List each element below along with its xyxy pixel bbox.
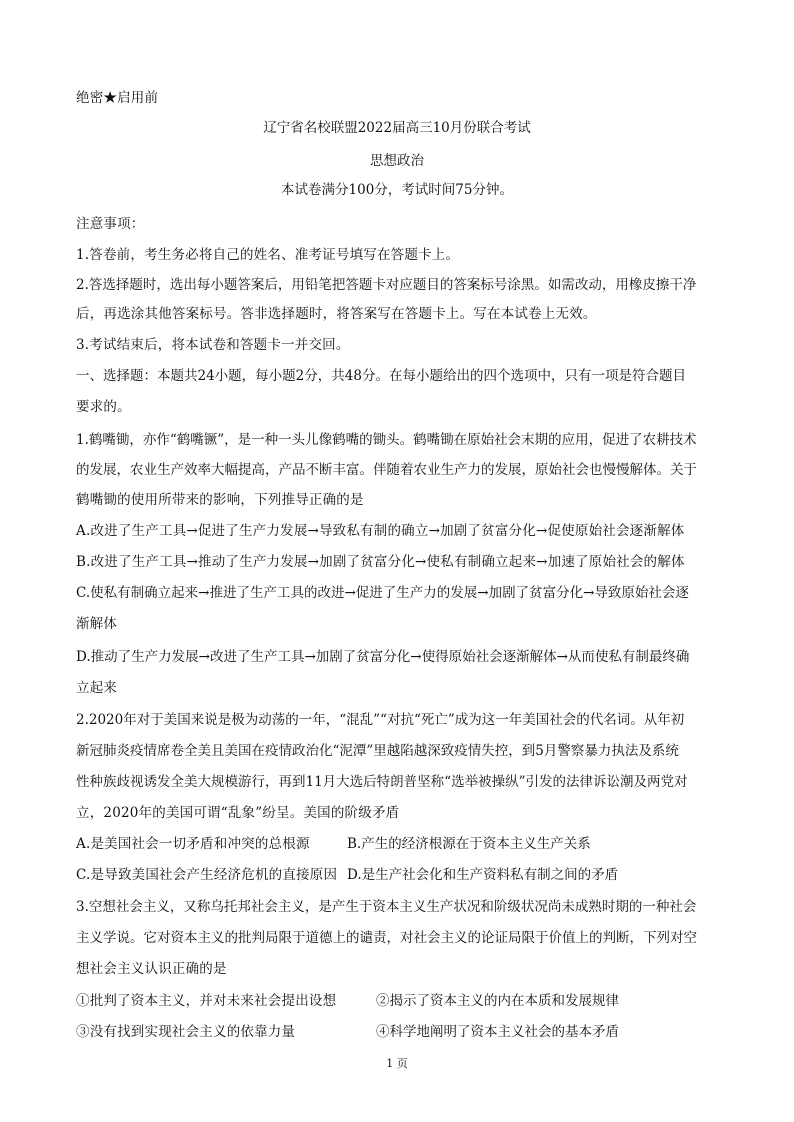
section-intro-line-2: 要求的。 bbox=[76, 399, 131, 415]
notice-item-2-line-2: 后，再选涂其他答案标号。答非选择题时，将答案写在答题卡上。写在本试卷上无效。 bbox=[76, 306, 597, 322]
q2-option-b: B.产生的经济根源在于资本主义生产关系 bbox=[347, 836, 591, 852]
q2-option-d: D.是生产社会化和生产资料私有制之间的矛盾 bbox=[347, 867, 619, 883]
notice-item-2-line-1: 2.答选择题时，选出每小题答案后，用铅笔把答题卡对应题目的答案标号涂黑。如需改动，用橡皮擦干净 bbox=[76, 277, 697, 293]
subject-title: 思想政治 bbox=[370, 153, 424, 169]
q1-option-d-line-1: D.推动了生产力发展→改进了生产工具→加剧了贫富分化→使得原始社会逐渐解体→从而使私有制最终确 bbox=[76, 649, 690, 665]
q2-stem-line-3: 性种族歧视诱发全美大规模游行，再到11月大选后特朗普坚称“选举被操纵”引发的法律诉讼潮及两党对 bbox=[76, 774, 688, 790]
notice-item-3: 3.考试结束后，将本试卷和答题卡一并交回。 bbox=[76, 337, 350, 353]
q3-item-1: ①批判了资本主义，并对未来社会提出设想 bbox=[76, 993, 337, 1009]
q3-stem-line-2: 主义学说。它对资本主义的批判局限于道德上的谴责，对社会主义的论证局限于价值上的判断，下列对空 bbox=[76, 930, 697, 946]
q1-stem-line-2: 的发展，农业生产效率大幅提高，产品不断丰富。伴随着农业生产力的发展，原始社会也慢慢解体。关于 bbox=[76, 462, 697, 478]
q3-item-4: ④科学地阐明了资本主义社会的基本矛盾 bbox=[376, 1024, 619, 1040]
q1-stem-line-3: 鹤嘴锄的使用所带来的影响，下列推导正确的是 bbox=[76, 492, 364, 508]
q1-option-a: A.改进了生产工具→促进了生产力发展→导致私有制的确立→加剧了贫富分化→促使原始社会逐渐解体 bbox=[76, 523, 685, 539]
q2-stem-line-4: 立，2020年的美国可谓“乱象”纷呈。美国的阶级矛盾 bbox=[76, 805, 400, 821]
q3-item-3: ③没有找到实现社会主义的依靠力量 bbox=[76, 1024, 296, 1040]
q3-item-2: ②揭示了资本主义的内在本质和发展规律 bbox=[376, 993, 619, 1009]
q1-option-c-line-2: 渐解体 bbox=[76, 616, 118, 632]
page-number: 1 页 bbox=[386, 1057, 408, 1070]
q1-option-c-line-1: C.使私有制确立起来→推进了生产工具的改进→促进了生产力的发展→加剧了贫富分化→导致原始社会逐 bbox=[76, 585, 689, 601]
q2-stem-line-2: 新冠肺炎疫情席卷全美且美国在疫情政治化“泥潭”里越陷越深致疫情失控，到5月警察暴力执法及系统 bbox=[76, 743, 679, 759]
confidential-label: 绝密★启用前 bbox=[76, 90, 159, 106]
exam-meta: 本试卷满分100分，考试时间75分钟。 bbox=[281, 182, 513, 198]
q1-option-d-line-2: 立起来 bbox=[76, 680, 118, 696]
section-intro-line-1: 一、选择题：本题共24小题，每小题2分，共48分。在每小题给出的四个选项中，只有一项是符合题目 bbox=[76, 368, 686, 384]
q1-option-b: B.改进了生产工具→推动了生产力发展→加剧了贫富分化→使私有制确立起来→加速了原始社会的解体 bbox=[76, 554, 685, 570]
q1-stem-line-1: 1.鹤嘴锄，亦作“鹤嘴镢”，是一种一头儿像鹤嘴的锄头。鹤嘴锄在原始社会末期的应用，促进了农耕技术 bbox=[76, 432, 697, 448]
q2-option-a: A.是美国社会一切矛盾和冲突的总根源 bbox=[76, 836, 310, 852]
q3-stem-line-1: 3.空想社会主义，又称乌托邦社会主义，是产生于资本主义生产状况和阶级状况尚未成熟时期的一种社会 bbox=[76, 899, 697, 915]
exam-title: 辽宁省名校联盟2022届高三10月份联合考试 bbox=[263, 120, 531, 136]
notice-item-1: 1.答卷前，考生务必将自己的姓名、准考证号填写在答题卡上。 bbox=[76, 247, 460, 263]
notice-title: 注意事项： bbox=[76, 216, 145, 232]
q3-stem-line-3: 想社会主义认识正确的是 bbox=[76, 961, 227, 977]
q2-stem-line-1: 2.2020年对于美国来说是极为动荡的一年，“混乱”“对抗“死亡”成为这一年美国社会的代名词。从年初 bbox=[76, 712, 685, 728]
q2-option-c: C.是导致美国社会产生经济危机的直接原因 bbox=[76, 867, 338, 883]
